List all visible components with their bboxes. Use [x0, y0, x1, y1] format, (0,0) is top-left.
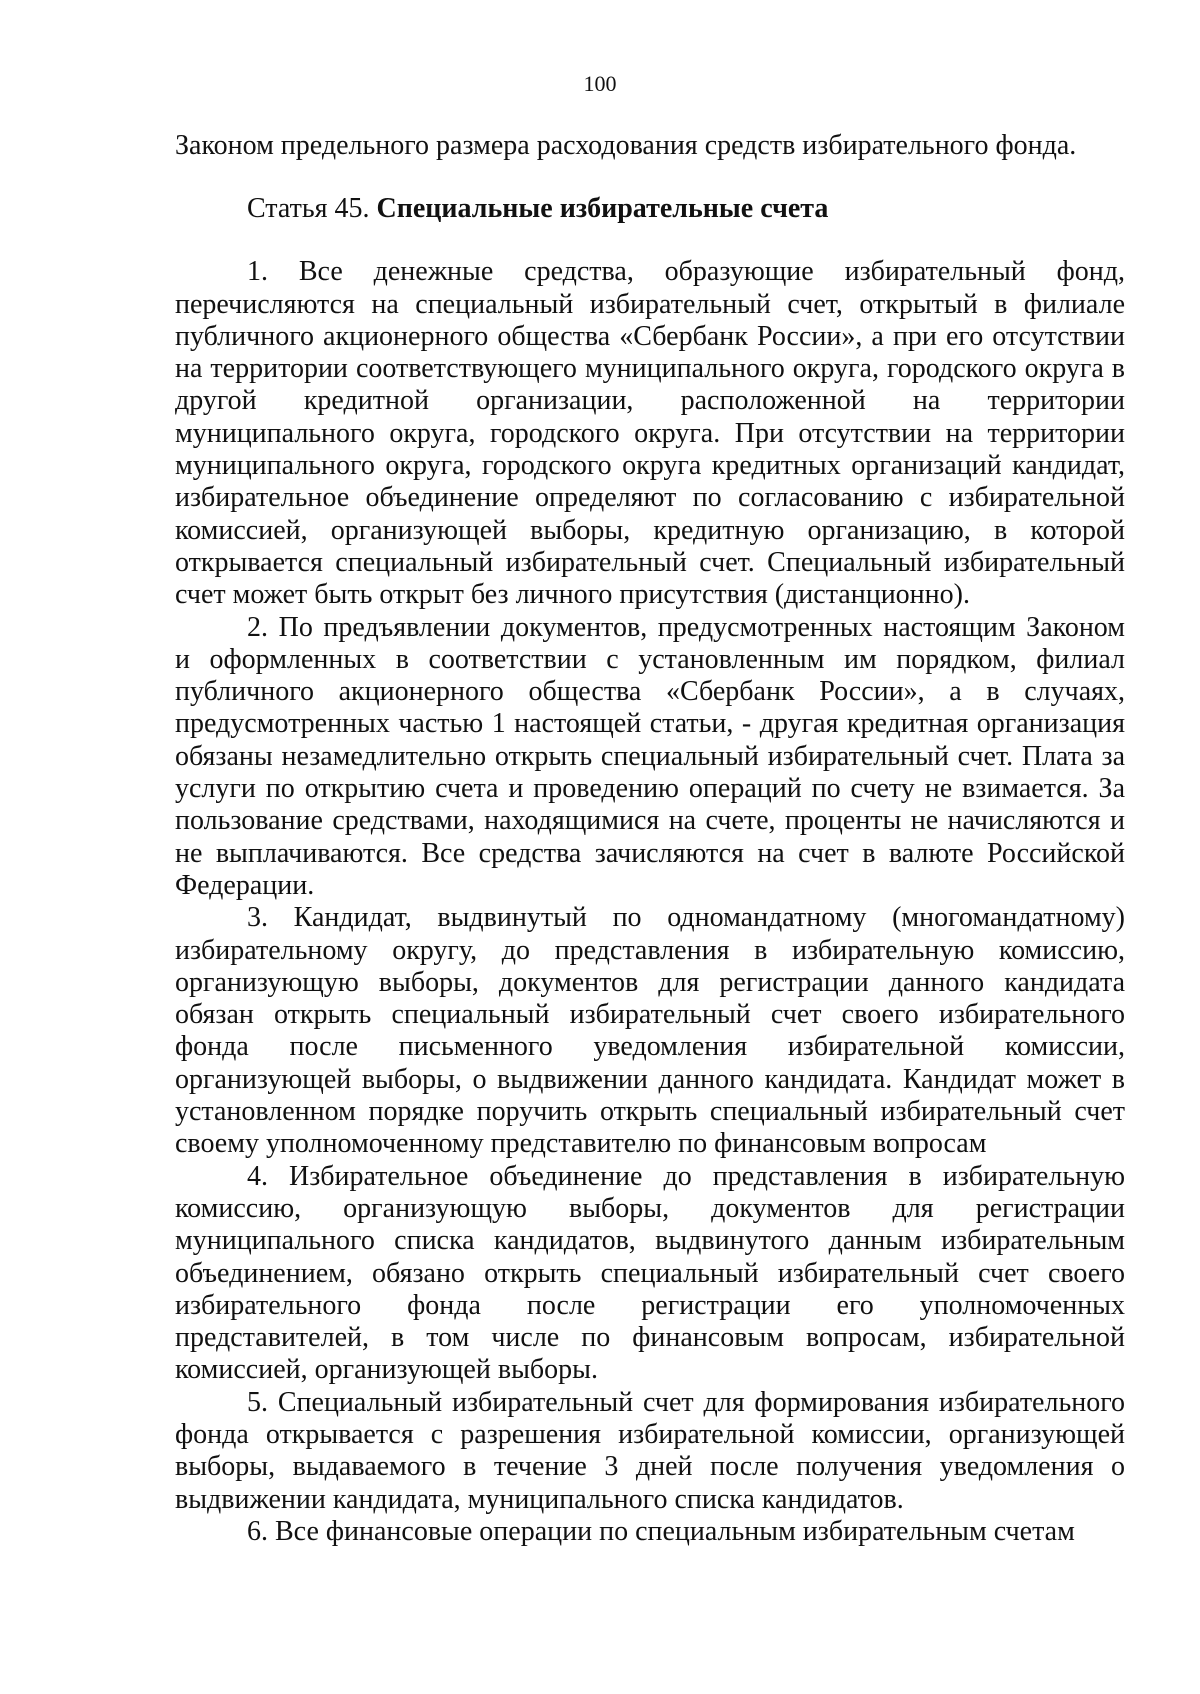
document-body [175, 130, 1125, 1548]
paragraph-2: 2. По предъявлении документов, предусмотренных настоящим Законом и оформленных в соответствии с установленным им порядком, филиал публичного акционерного общества «Сбербанк России», а в случаях, предусмотренных частью 1 настоящей статьи, - другая кредитная организация обязаны незамедлительно открыть специальный избирательный счет. Плата за услуги по открытию счета и проведению операций по счету не взимается. За пользование средствами, находящимися на счете, проценты не начисляются и не выплачиваются. Все средства зачисляются на счет в валюте Российской Федерации. [175, 611, 1125, 901]
article-paragraphs [175, 256, 1125, 1548]
paragraph-3: 3. Кандидат, выдвинутый по одномандатному (многомандатному) избирательному округу, до представления в избирательную комиссию, организующую выборы, документов для регистрации данного кандидата обязан открыть специальный избирательный счет своего избирательного фонда после письменного уведомления избирательной комиссии, организующей выборы, о выдвижении данного кандидата. Кандидат может в установленном порядке поручить открыть специальный избирательный счет своему уполномоченному представителю по финансовым вопросам [175, 902, 1125, 1160]
paragraph-6: 6. Все финансовые операции по специальным избирательным счетам [247, 1515, 1075, 1547]
article-label: Статья 45. [247, 193, 370, 225]
continued-text-line: Законом предельного размера расходования средств избирательного фонда. [175, 130, 1077, 161]
article-title: Специальные избирательные счета [376, 193, 829, 225]
article-heading [175, 192, 1125, 226]
page-number: 100 [583, 71, 617, 96]
paragraph-4: 4. Избирательное объединение до представления в избирательную комиссию, организующую выборы, документов для регистрации муниципального списка кандидатов, выдвинутого данным избирательным объединением, обязано открыть специальный избирательный счет своего избирательного фонда после регистрации его уполномоченных представителей, в том числе по финансовым вопросам, избирательной комиссией, организующей выборы. [175, 1160, 1125, 1386]
paragraph-5: 5. Специальный избирательный счет для формирования избирательного фонда открывается с разрешения избирательной комиссии, организующей выборы, выдаваемого в течение 3 дней после получения уведомления о выдвижении кандидата, муниципального списка кандидатов. [175, 1386, 1125, 1515]
paragraph-1: 1. Все денежные средства, образующие избирательный фонд, перечисляются на специальный избирательный счет, открытый в филиале публичного акционерного общества «Сбербанк России», а при его отсутствии на территории соответствующего муниципального округа, городского округа в другой кредитной организации, расположенной на территории муниципального округа, городского округа. При отсутствии на территории муниципального округа, городского округа кредитных организаций кандидат, избирательное объединение определяют по согласованию с избирательной комиссией, организующей выборы, кредитную организацию, в которой открывается специальный избирательный счет. Специальный избирательный счет может быть открыт без личного присутствия (дистанционно). [175, 256, 1125, 611]
